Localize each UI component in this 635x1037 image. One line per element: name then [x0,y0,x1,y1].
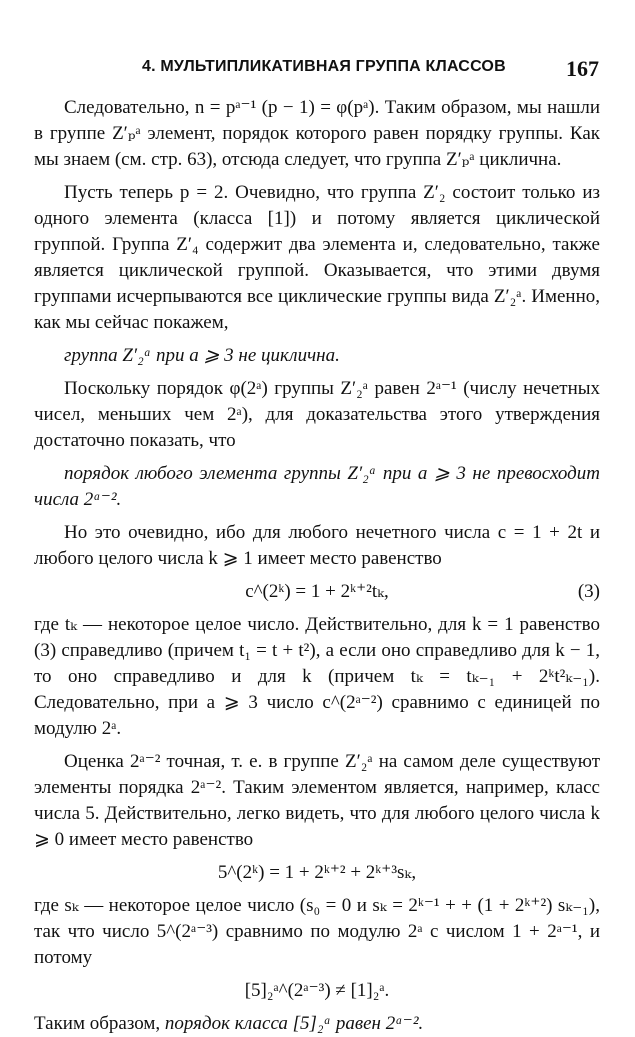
chapter-title: 4. МУЛЬТИПЛИКАТИВНАЯ ГРУППА КЛАССОВ [142,58,506,75]
formula-5 [34,978,600,1004]
final-lead-text: Таким образом, [34,1013,165,1034]
statement-element-order-bound: порядок любого элемента группы Z′₂ᵃ при a ⩾ 3 не превосходит числа 2ᵃ⁻². [34,463,600,510]
paragraph-conclusion-cyclic: Следовательно, n = pᵃ⁻¹ (p − 1) = φ(pᵃ). Таким образом, мы нашли в группе Z′ₚᵃ элемент, порядок которого равен порядку группы. Как мы знаем (см. стр. 63), отсюда следует, что группа Z′ₚᵃ циклична. [34,97,600,170]
paragraph-s-k-definition: где sₖ — некоторое целое число (s₀ = 0 и sₖ = 2ᵏ⁻¹ + + (1 + 2ᵏ⁺²) sₖ₋₁), так что число 5^(2ᵃ⁻³) сравнимо по модулю 2ᵃ с числом 1 + 2ᵃ⁻¹, и потому [34,895,600,968]
final-italic-text: порядок класса [5]₂ᵃ равен 2ᵃ⁻². [164,1013,424,1034]
paragraph-final-conclusion [34,1011,600,1037]
statement-not-cyclic: группа Z′₂ᵃ при a ⩾ 3 не циклична. [64,345,340,366]
equation-number-3: (3) [577,581,600,602]
page-number: 167 [566,56,599,81]
page-body [34,95,600,1037]
running-head [0,0,635,80]
formula-3 [34,579,600,605]
paragraph-case-p-equals-2: Пусть теперь p = 2. Очевидно, что группа Z′₂ состоит только из одного элемента (класса [1]) и потому является циклической группой. Группа Z′₄ содержит два элемента и, следовательно, также является циклической группой. Оказывается, что этими двумя группами исчерпываются все циклические группы вида Z′₂ᵃ. Именно, как мы сейчас покажем, [34,182,600,333]
formula-4-expression: 5^(2ᵏ) = 1 + 2ᵏ⁺² + 2ᵏ⁺³sₖ, [217,862,417,883]
formula-4 [34,860,600,886]
paragraph-estimate-exact: Оценка 2ᵃ⁻² точная, т. е. в группе Z′₂ᵃ на самом деле существуют элементы порядка 2ᵃ⁻². Таким элементом является, например, класс числа 5. Действительно, легко видеть, что для любого целого числа k ⩾ 0 имеет место равенство [34,751,600,850]
formula-3-expression: c^(2ᵏ) = 1 + 2ᵏ⁺²tₖ, [245,581,389,602]
formula-5-expression: [5]₂ᵃ^(2ᵃ⁻³) ≠ [1]₂ᵃ. [244,980,390,1001]
paragraph-order-argument: Поскольку порядок φ(2ᵃ) группы Z′₂ᵃ равен 2ᵃ⁻¹ (числу нечетных чисел, меньших чем 2ᵃ), для доказательства этого утверждения достаточно показать, что [34,378,600,451]
paragraph-induction: где tₖ — некоторое целое число. Действительно, для k = 1 равенство (3) справедливо (причем t₁ = t + t²), а если оно справедливо для k − 1, то оно справедливо и для k (причем tₖ = tₖ₋₁ + 2ᵏt²ₖ₋₁). Следовательно, при a ⩾ 3 число c^(2ᵃ⁻²) сравнимо с единицей по модулю 2ᵃ. [34,614,600,739]
paragraph-proof-start: Но это очевидно, ибо для любого нечетного числа c = 1 + 2t и любого целого числа k ⩾ 1 имеет место равенство [34,522,600,569]
